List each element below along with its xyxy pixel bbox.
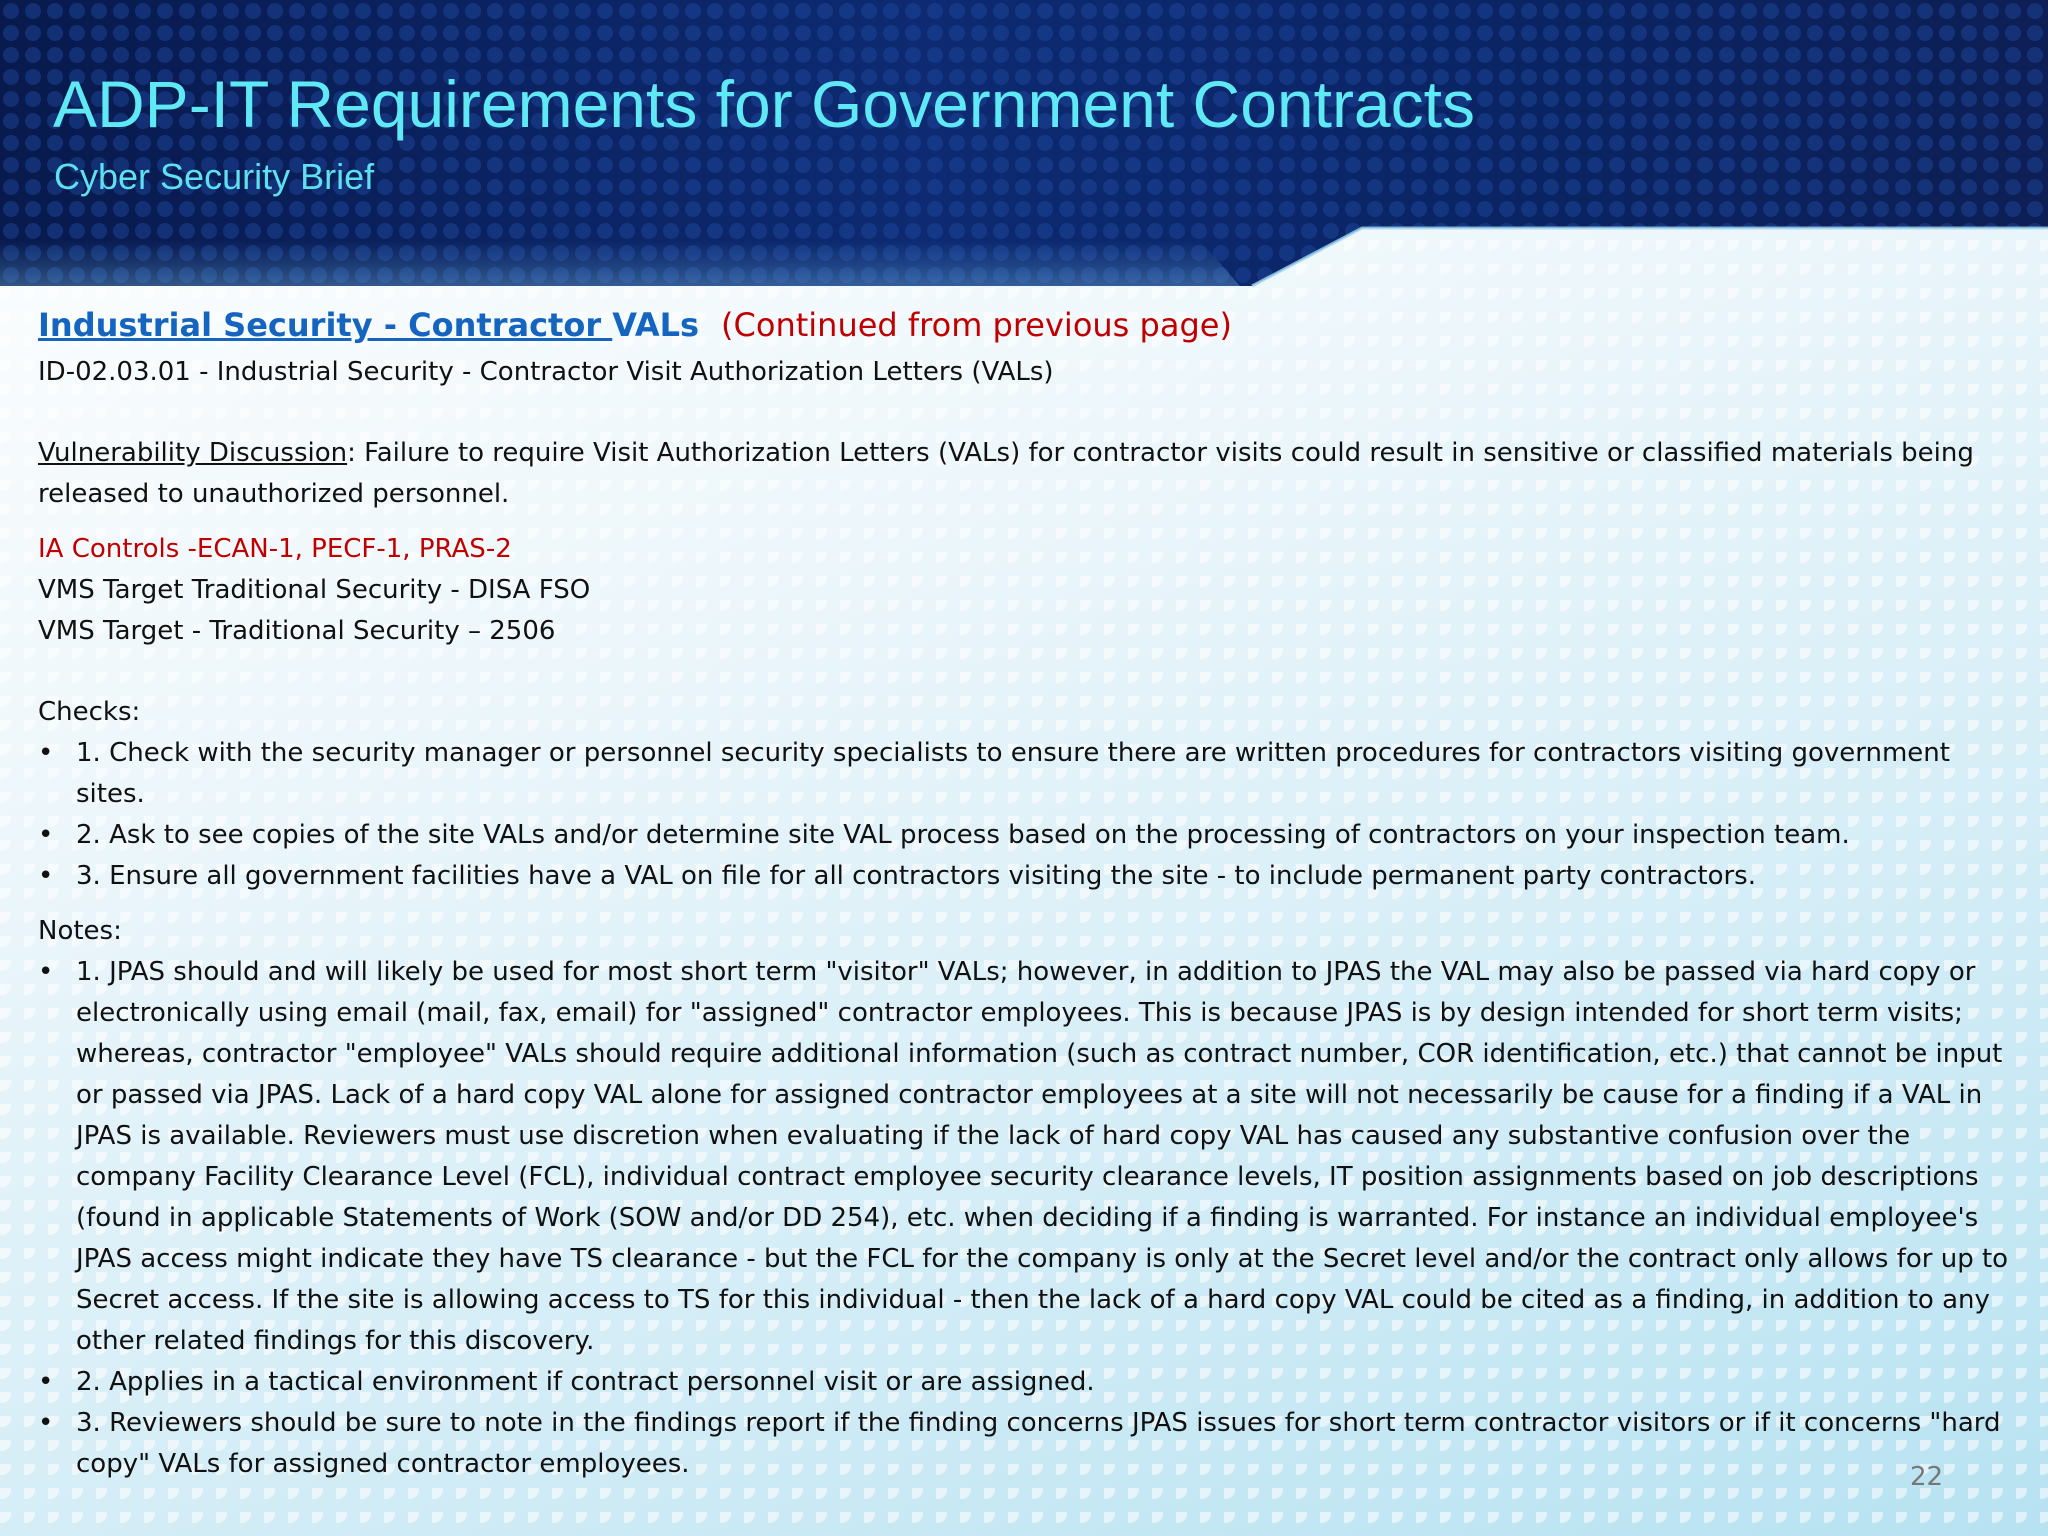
vms-target-1: VMS Target Traditional Security - DISA FSO bbox=[38, 575, 591, 605]
vulnerability-text: : Failure to require Visit Authorization Letters (VALs) for contractor visits could result in sensitive or classified materials being released to unauthorized personnel. bbox=[38, 438, 1974, 509]
checks-list bbox=[38, 733, 2018, 897]
section-heading-tail: VALs bbox=[612, 306, 700, 344]
slide-content bbox=[38, 300, 2018, 1485]
bullet-icon: • bbox=[38, 957, 54, 987]
header-background bbox=[0, 0, 2048, 290]
bullet-icon: • bbox=[38, 861, 54, 891]
section-heading-link[interactable]: Industrial Security - Contractor bbox=[38, 306, 613, 344]
vms-target-2: VMS Target - Traditional Security – 2506 bbox=[38, 616, 556, 646]
list-item: • 2. Ask to see copies of the site VALs and/or determine site VAL process based on the processing of contractors on your inspection team. bbox=[38, 815, 2018, 856]
notes-list bbox=[38, 952, 2018, 1485]
checks-label: Checks: bbox=[38, 697, 141, 727]
slide-subtitle: Cyber Security Brief bbox=[54, 156, 375, 197]
list-item: • 3. Reviewers should be sure to note in the findings report if the finding concerns JPAS issues for short term contractor visitors or if it concerns "hard copy" VALs for assigned contractor employees. bbox=[38, 1403, 2018, 1485]
slide-title: ADP-IT Requirements for Government Contracts bbox=[53, 67, 1475, 141]
section-heading bbox=[38, 300, 2018, 350]
id-line: ID-02.03.01 - Industrial Security - Contractor Visit Authorization Letters (VALs) bbox=[38, 357, 1054, 387]
continued-note: (Continued from previous page) bbox=[721, 306, 1232, 344]
bullet-icon: • bbox=[38, 1367, 54, 1397]
notes-label: Notes: bbox=[38, 916, 122, 946]
list-item: • 1. JPAS should and will likely be used for most short term "visitor" VALs; however, in addition to JPAS the VAL may also be passed via hard copy or electronically using email (mail, fax, email) for "assigned" contractor employees. This is because JPAS is by design intended for short term visits; whereas, contractor "employee" VALs should require additional information (such as contract number, COR identification, etc.) that cannot be input or passed via JPAS. Lack of a hard copy VAL alone for assigned contractor employees at a site will not necessarily be cause for a finding if a VAL in JPAS is available. Reviewers must use discretion when evaluating if the lack of hard copy VAL has caused any substantive confusion over the company Facility Clearance Level (FCL), individual contract employee security clearance levels, IT position assignments based on job descriptions (found in applicable Statements of Work (SOW and/or DD 254), etc. when deciding if a finding is warranted. For instance an individual employee's JPAS access might indicate they have TS clearance - but the FCL for the company is only at the Secret level and/or the contract only allows for up to Secret access. If the site is allowing access to TS for this individual - then the lack of a hard copy VAL could be cited as a finding, in addition to any other related findings for this discovery. bbox=[38, 952, 2018, 1362]
list-item: • 2. Applies in a tactical environment if contract personnel visit or are assigned. bbox=[38, 1362, 2018, 1403]
bullet-icon: • bbox=[38, 820, 54, 850]
vulnerability-discussion bbox=[38, 433, 2018, 515]
vulnerability-label: Vulnerability Discussion bbox=[38, 438, 348, 468]
header-banner bbox=[0, 0, 2048, 290]
list-item: • 1. Check with the security manager or personnel security specialists to ensure there are written procedures for contractors visiting government sites. bbox=[38, 733, 2018, 815]
bullet-icon: • bbox=[38, 738, 54, 768]
page-number: 22 bbox=[1910, 1462, 1944, 1492]
ia-controls: IA Controls -ECAN-1, PECF-1, PRAS-2 bbox=[38, 534, 512, 564]
bullet-icon: • bbox=[38, 1408, 54, 1438]
list-item: • 3. Ensure all government facilities have a VAL on file for all contractors visiting the site - to include permanent party contractors. bbox=[38, 856, 2018, 897]
